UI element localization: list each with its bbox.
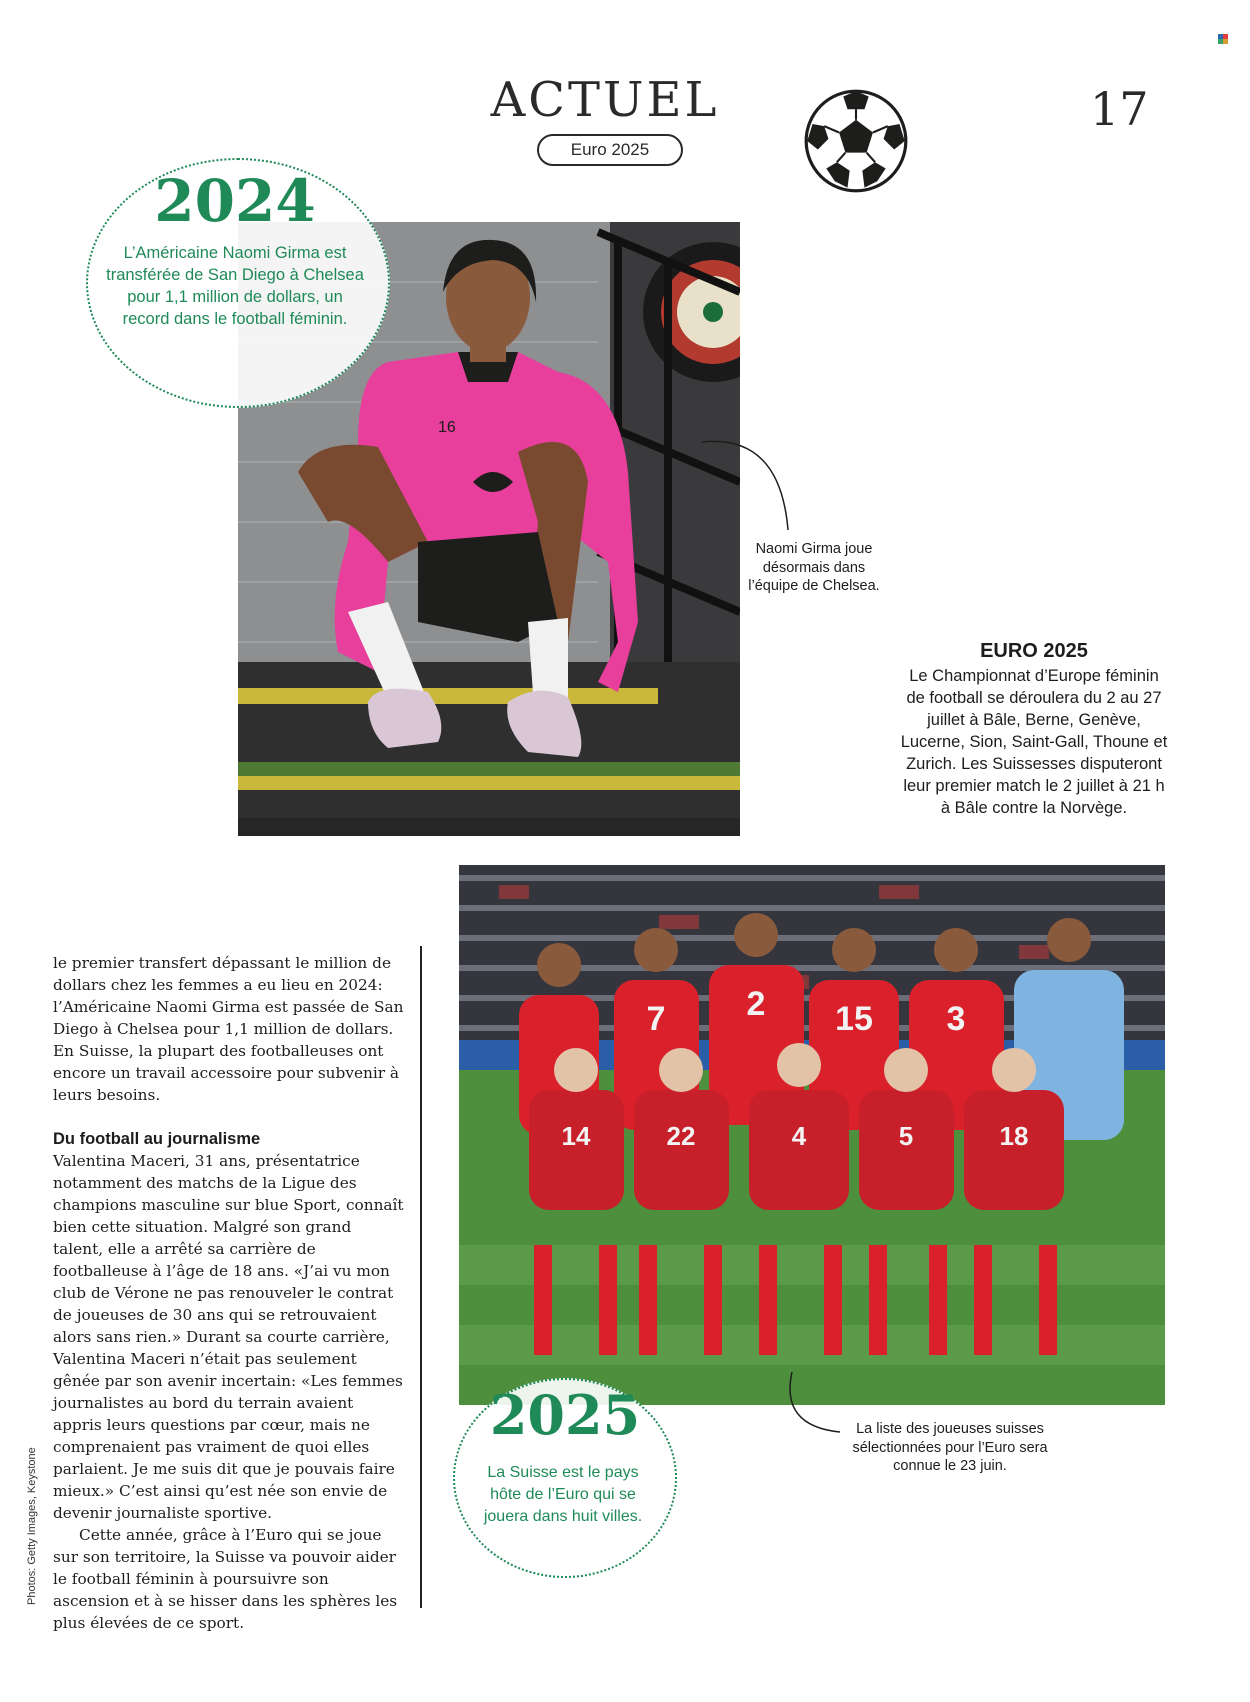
color-mark-icon <box>1218 34 1228 44</box>
jersey-number: 5 <box>898 1121 914 1151</box>
jersey-number: 2 <box>746 985 766 1023</box>
section-title: ACTUEL <box>490 72 720 128</box>
photo-credit: Photos: Getty Images, Keystone <box>26 1447 38 1605</box>
jersey-number: 22 <box>666 1121 696 1151</box>
article-body <box>53 952 405 1634</box>
callout-year-2025: 2025 <box>489 1383 641 1447</box>
page-number: 17 <box>1090 82 1149 136</box>
soccer-ball-icon <box>803 88 909 194</box>
jersey-number: 7 <box>646 1000 666 1038</box>
caption-team: La liste des joueuses suisses sélectionnées pour l’Euro sera connue le 23 juin. <box>852 1421 1048 1474</box>
caption-leader-line <box>700 438 800 538</box>
jersey-number: 4 <box>791 1121 807 1151</box>
article-paragraph: Cette année, grâce à l’Euro qui se joue sur son territoire, la Suisse va pouvoir aider le football féminin à poursuivre son ascension et à se hisser dans les sphères les plus élevées de ce sport. <box>53 1526 398 1632</box>
jersey-number: 14 <box>561 1121 591 1151</box>
jersey-number: 18 <box>999 1121 1029 1151</box>
caption-girma: Naomi Girma joue désormais dans l’équipe de Chelsea. <box>748 541 880 594</box>
euro-info-body: Le Championnat d’Europe féminin de football se déroulera du 2 au 27 juillet à Bâle, Berne, Genève, Lucerne, Sion, Saint-Gall, Thoune et Zurich. Les Suissesses disputeront leur premier match le 2 juillet à 21 h à Bâle contre la Norvège. <box>900 667 1168 817</box>
article-paragraph: Valentina Maceri, 31 ans, présentatrice notamment des matchs de la Ligue des champions masculine sur blue Sport, connaît bien cette situation. Malgré son grand talent, elle a arrêté sa carrière de footballeuse à l’âge de 18 ans. «J’ai vu mon club de Vérone ne pas renouveler le contrat de joueuses de 30 ans qui se retrouvaient alors sans rien.» Durant sa courte carrière, Valentina Maceri n’était pas seulement gênée par son avenir incertain: «Les femmes journalistes au bord du terrain avaient appris leurs questions par cœur, mais ne comprenaient pas vraiment de quoi elles parlaient. Je me suis dit que je pouvais faire mieux.» C’est ainsi qu’est née son envie de devenir journaliste sportive. <box>53 1152 404 1522</box>
article-paragraph: le premier transfert dépassant le million de dollars chez les femmes a eu lieu en 2024: l’Américaine Naomi Girma est passée de San Diego à Chelsea pour 1,1 million de dollars. En Suisse, la plupart des footballeuses ont encore un travail accessoire pour subvenir à leurs besoins. <box>53 954 404 1104</box>
jersey-number: 15 <box>835 1000 873 1038</box>
callout-text-2025: La Suisse est le pays hôte de l’Euro qui se jouera dans huit villes. <box>483 1464 643 1525</box>
column-divider <box>420 946 422 1608</box>
jersey-number: 3 <box>946 1000 966 1038</box>
girma-jersey-number: 16 <box>438 419 456 436</box>
euro-info-box <box>900 640 1168 819</box>
callout-year-2024: 2024 <box>154 167 316 235</box>
callout-text-2024: L’Américaine Naomi Girma est transférée de San Diego à Chelsea pour 1,1 million de dollars, un record dans le football féminin. <box>106 244 364 328</box>
article-subheading: Du football au journalisme <box>53 1130 261 1148</box>
section-tag: Euro 2025 <box>537 134 683 166</box>
photo-swiss-team <box>459 865 1165 1405</box>
euro-info-title: EURO 2025 <box>980 640 1088 662</box>
